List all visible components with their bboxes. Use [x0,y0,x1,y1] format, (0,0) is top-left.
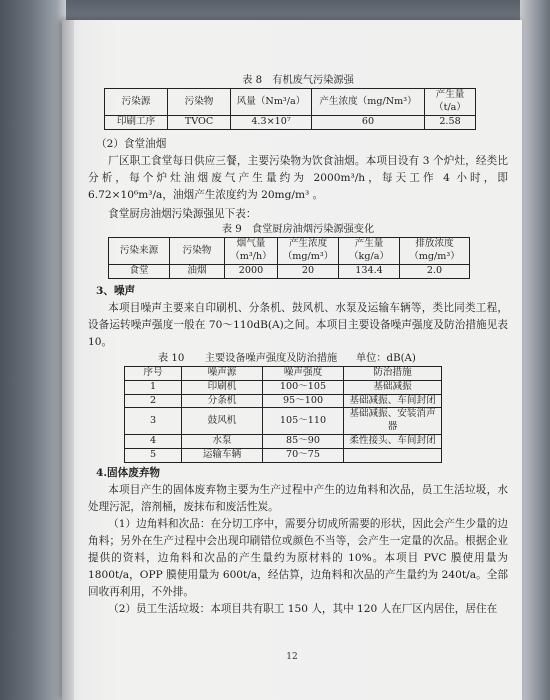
section-2-paragraph-2: 食堂厨房油烟污染源强见下表： [108,207,257,220]
document-page [62,20,522,700]
section-4-paragraph-3: （2）员工生活垃圾：本项目共有职工 150 人，其中 120 人在厂区内居住，居住在 [108,602,498,615]
section-4-paragraph-2: （1）边角料和次品：在分切工序中，需要分切成所需要的形状，因此会产生少量的边角料；另外在生产过程中会出现印刷错位或颜色不当等，会产生一定量的次品。根据企业提供的资料，边角料和次品的产生量约为原材料的 10%。本项目 PVC 膜使用量为 1800t/a，OPP 膜使用量为 600t/a，经估算，边角料和次品的产生量约为 240t/a。全部回收再利用，不外排。 [88,518,508,598]
table-cell: 基础减振 [344,380,442,394]
table-cell: 95～100 [263,394,344,408]
table8 [104,88,476,130]
table10-header-cell: 噪声源 [182,366,263,380]
table-cell: 4.3×10⁷ [231,116,312,130]
table-cell: 鼓风机 [182,408,263,435]
page-content [88,74,508,618]
table-cell: 印刷工序 [105,116,168,130]
table-cell: 5 [125,449,182,463]
section-4-paragraph-1: 本项目产生的固体废弃物主要为生产过程中产生的边角料和次品，员工生活垃圾，水处理污泥，溶剂桶，废抹布和废活性炭。 [88,484,508,514]
background-right [520,0,550,700]
section-3-paragraph: 本项目噪声主要来自印刷机、分条机、鼓风机、水泵及运输车辆等，类比同类工程，设备运转噪声强度一般在 70～110dB(A)之间。本项目主要设备噪声强度及防治措施见表 10。 [88,301,508,348]
section-3-title: 3、噪声 [96,284,136,297]
table-cell: 60 [312,116,425,130]
table-cell: 食堂 [109,264,170,278]
table8-caption: 表 8 有机废气污染源强 [242,75,354,86]
table-cell: 2000 [225,264,278,278]
section-2-paragraph-1: 厂区职工食堂每日供应三餐，主要污染物为饮食油烟。本项目设有 3 个炉灶，经类比分析，每个炉灶油烟废气产生量约为 2000m³/h，每天工作 4 小时，即 6.72×10⁶m³/a，油烟产生浓度约为 20mg/m³ 。 [88,155,508,201]
table-row [125,435,442,449]
table-cell: 印刷机 [182,380,263,394]
table-cell [344,449,442,463]
table9 [108,237,470,279]
table-cell: 134.4 [339,264,400,278]
section-4-title: 4.固体废弃物 [96,467,161,480]
table9-header-cell: 产生浓度（mg/m³） [278,238,339,265]
table9-header-cell: 产生量（kg/a） [339,238,400,265]
table-row [105,116,476,130]
table9-header-cell: 污染物 [170,238,225,265]
table-cell: 运输车辆 [182,449,263,463]
table-cell: 油烟 [170,264,225,278]
table9-caption: 表 9 食堂厨房油烟污染源强变化 [221,223,375,235]
table9-header-cell: 排放浓度（mg/m³） [400,238,470,265]
table-row [125,449,442,463]
table9-header-row [109,238,470,265]
table10-unit: 单位：dB(A) [356,352,416,364]
table-cell: 2 [125,394,182,408]
book-left-edge [0,0,66,700]
table10-header-cell: 序号 [125,366,182,380]
table9-header-cell: 烟气量（m³/h） [225,238,278,265]
table-cell: 2.0 [400,264,470,278]
table8-header-cell: 产生量（t/a） [425,89,476,116]
table-cell: 85～90 [263,435,344,449]
table-cell: 3 [125,408,182,435]
table-cell: 105～110 [263,408,344,435]
table-cell: 20 [278,264,339,278]
table10-caption-row [88,351,508,366]
table10 [124,366,442,464]
table10-header-row [125,366,442,380]
table-row [125,380,442,394]
table-cell: 分条机 [182,394,263,408]
table-row [109,264,470,278]
table10-caption: 表 10 主要设备噪声强度及防治措施 [158,352,338,364]
table-cell: 1 [125,380,182,394]
table-row [125,408,442,435]
table8-header-cell: 污染源 [105,89,168,116]
table8-header-cell: 产生浓度（mg/Nm³） [312,89,425,116]
table8-header-row [105,89,476,116]
table-cell: 柔性接头、车间封闭 [344,435,442,449]
table-cell: TVOC [168,116,231,130]
page-number: 12 [286,652,298,662]
table10-header-cell: 噪声强度 [263,366,344,380]
table-cell: 基础减振、车间封闭 [344,394,442,408]
table8-header-cell: 污染物 [168,89,231,116]
table9-header-cell: 污染来源 [109,238,170,265]
table-cell: 70～75 [263,449,344,463]
table-row [125,394,442,408]
table-cell: 基础减振、安装消声器 [344,408,442,435]
section-2-title: （2）食堂油烟 [96,138,167,151]
table8-header-cell: 风量（Nm³/a） [231,89,312,116]
table-cell: 4 [125,435,182,449]
table-cell: 水泵 [182,435,263,449]
table10-header-cell: 防治措施 [344,366,442,380]
table-cell: 100～105 [263,380,344,394]
page-binding [62,20,74,700]
table-cell: 2.58 [425,116,476,130]
